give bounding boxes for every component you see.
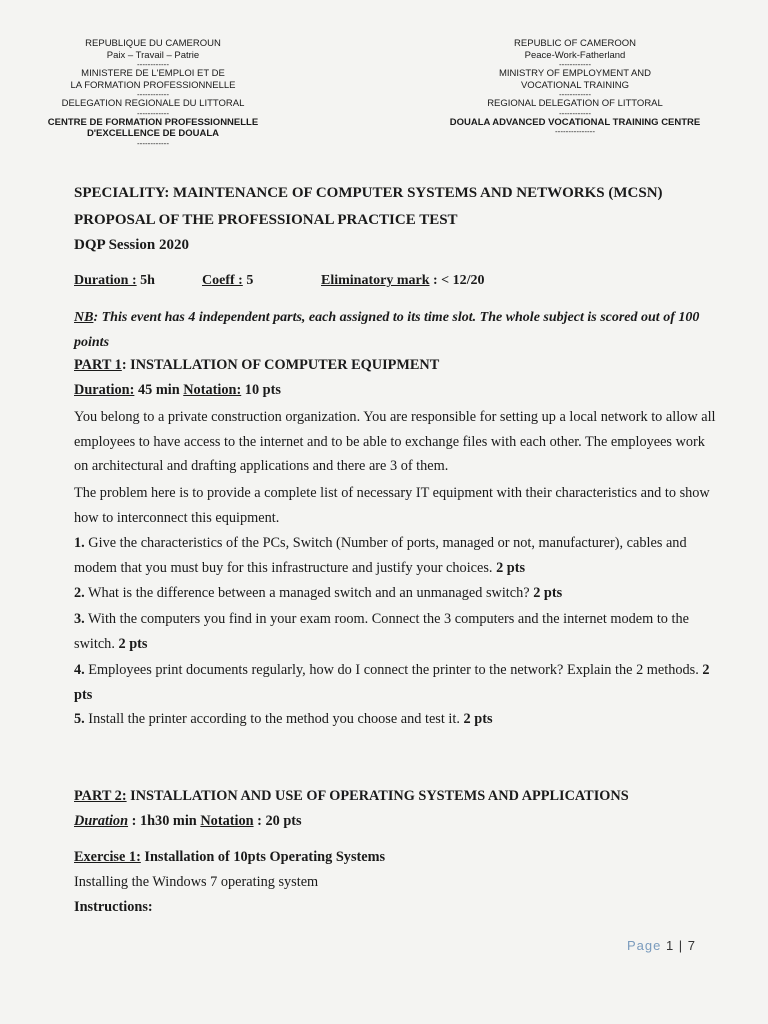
question-number: 4. [74,662,85,678]
separator: ------------ [559,108,591,118]
question-points: 2 pts [463,711,493,727]
exercise-1-title: Installation of 10pts Operating Systems [140,849,386,865]
part1-notation-value: 10 pts [241,382,281,398]
delegation-en: REGIONAL DELEGATION OF LITTORAL [487,98,663,109]
question-points: 2 pts [496,559,526,576]
part2-duration [74,813,302,830]
nb-text: : This event has 4 independent parts, each assigned to its time slot. The whole subject is scored out of 100 points [74,310,700,350]
part1-duration-value: 45 min [134,382,184,398]
exercise-1-line: Installing the Windows 7 operating system [74,874,319,890]
centre-fr-2: D'EXCELLENCE DE DOUALA [86,128,220,139]
duration-label: Duration : [74,273,137,288]
eliminatory-meta [321,273,485,289]
coeff-value: 5 [242,273,254,288]
separator: ------------ [559,60,591,69]
question-3 [74,607,716,656]
part1-label: PART 1 [74,357,122,373]
question-5 [74,707,716,732]
header-left [28,38,278,147]
centre-en: DOUALA ADVANCED VOCATIONAL TRAINING CENTRE [449,116,701,128]
duration-meta [74,273,155,289]
question-text: Install the printer according to the method you choose and test it. [84,711,464,727]
part1-heading [74,357,439,374]
question-text: Employees print documents regularly, how do I connect the printer to the network? Explain the 2 methods. [84,662,703,678]
exercise-1-heading [74,849,385,866]
page-word: Page [626,938,662,953]
part1-duration-label: Duration: [74,382,135,398]
exercise-1-label: Exercise 1: [74,849,141,865]
ministry-en-1: MINISTRY OF EMPLOYMENT AND [498,68,652,79]
question-number: 2. [74,585,85,601]
exam-meta [74,273,714,291]
part1-notation-label: Notation: [183,382,242,398]
question-text: Give the characteristics of the PCs, Switch (Number of ports, managed or not, manufacturer), cables and modem that you must buy for this infrastructure and justify your choices. [74,535,687,576]
question-text: What is the difference between a managed switch and an unmanaged switch? [84,585,534,601]
question-text: With the computers you find in your exam room. Connect the 3 computers and the internet modem to the switch. [74,611,689,652]
page-number: 1 | 7 [665,938,696,953]
eliminatory-value: : < 12/20 [429,273,485,288]
speciality-title: SPECIALITY: MAINTENANCE OF COMPUTER SYSTEMS AND NETWORKS (MCSN) [74,185,663,201]
delegation-fr: DELEGATION REGIONALE DU LITTORAL [61,98,245,109]
question-points: 2 pts [118,635,148,652]
separator: ------------ [137,60,169,69]
part1-duration [74,382,281,399]
coeff-label: Coeff : [202,273,243,288]
part2-duration-value: : 1h30 min [128,813,201,829]
part2-notation-label: Notation [200,813,254,829]
country-fr: REPUBLIQUE DU CAMEROUN [85,38,221,49]
question-number: 3. [74,611,85,627]
question-number: 1. [74,535,85,551]
nb-label: NB [74,310,94,325]
separator: --------------- [555,127,595,136]
question-2 [74,581,716,606]
page-footer [627,938,696,953]
motto-en: Peace-Work-Fatherland [524,49,626,61]
question-4 [74,658,716,707]
proposal-title: PROPOSAL OF THE PROFESSIONAL PRACTICE TEST [74,212,458,228]
ministry-en-2: VOCATIONAL TRAINING [520,79,630,91]
separator: ------------ [559,90,591,99]
separator: ------------ [137,138,169,148]
nb-note [74,305,714,355]
ministry-fr-2: LA FORMATION PROFESSIONNELLE [70,79,236,91]
session-title: DQP Session 2020 [74,237,190,253]
part2-notation-value: : 20 pts [253,813,302,829]
part2-heading [74,788,629,805]
question-points: 2 pts [74,662,710,703]
duration-value: 5h [136,273,155,288]
part1-title: : INSTALLATION OF COMPUTER EQUIPMENT [121,357,440,373]
header-right [430,38,720,135]
instructions-label: Instructions: [74,899,153,915]
separator: ------------ [137,90,169,99]
question-points: 2 pts [533,585,563,601]
question-1 [74,531,716,580]
country-en: REPUBLIC OF CAMEROON [514,38,636,49]
part1-intro-2: The problem here is to provide a complete list of necessary IT equipment with their characteristics and to show how to interconnect this equipment. [74,485,710,526]
motto-fr: Paix – Travail – Patrie [106,49,200,61]
centre-fr-1: CENTRE DE FORMATION PROFESSIONNELLE [47,116,259,128]
part2-duration-label: Duration [74,813,129,829]
ministry-fr-1: MINISTERE DE L'EMPLOI ET DE [81,68,225,79]
coeff-meta [202,273,253,289]
question-number: 5. [74,711,85,727]
part2-title: INSTALLATION AND USE OF OPERATING SYSTEMS AND APPLICATIONS [126,788,629,804]
eliminatory-label: Eliminatory mark [321,273,430,288]
part2-label: PART 2: [74,788,127,804]
part1-intro-1: You belong to a private construction organization. You are responsible for setting up a local network to allow all employees to have access to the internet and to be able to exchange files with each other. The employees work on architectural and drafting applications and there are 3 of them. [74,409,716,474]
separator: ------------ [137,108,169,118]
